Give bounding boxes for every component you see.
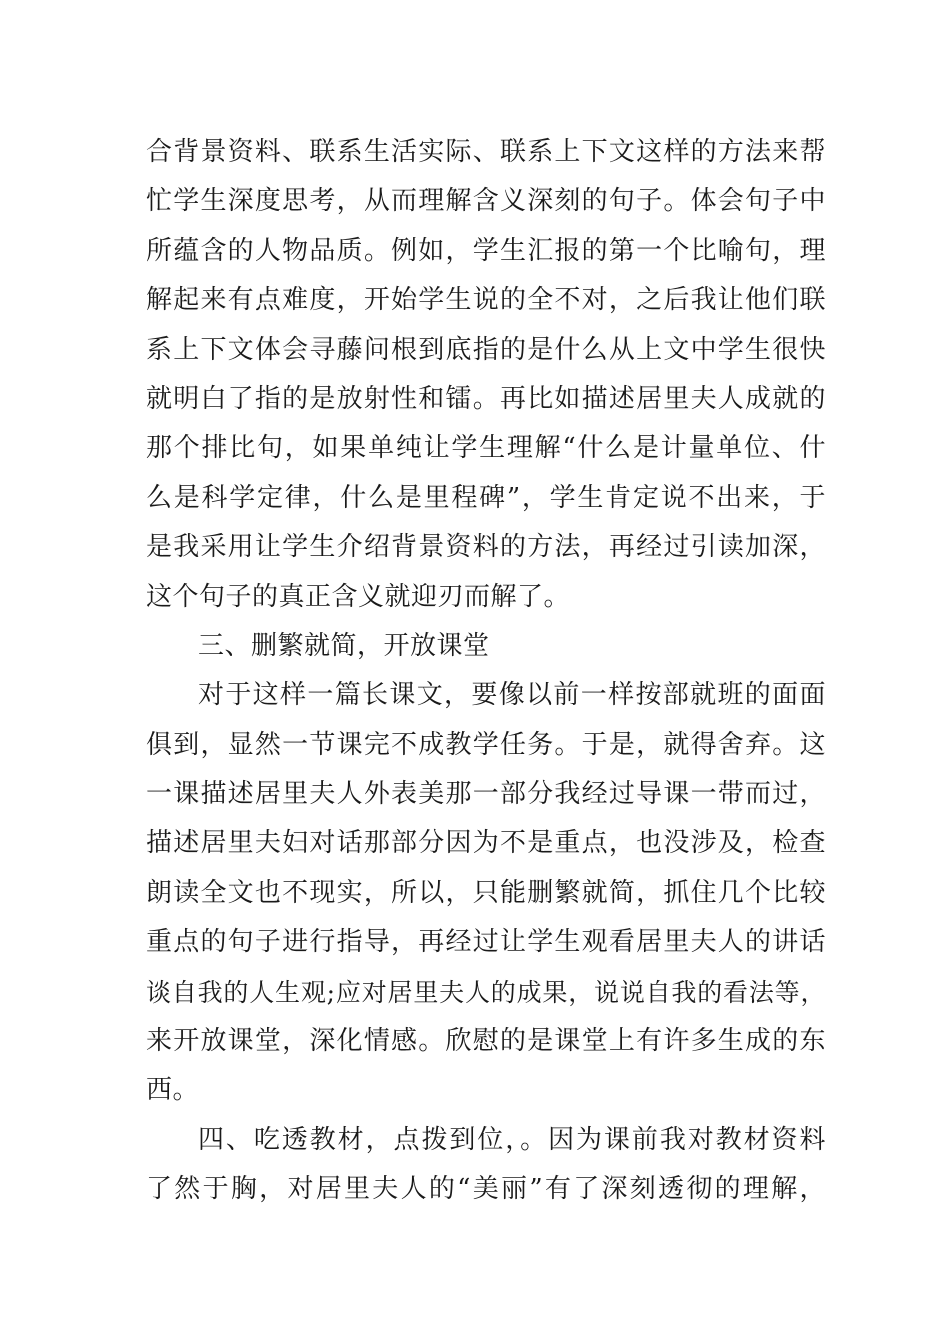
text-line: 了然于胸，对居里夫人的“美丽”有了深刻透彻的理解， xyxy=(146,1174,826,1205)
text-line: 西。 xyxy=(146,1075,200,1106)
text-line: 所蕴含的人物品质。例如，学生汇报的第一个比喻句，理 xyxy=(146,235,826,266)
section-heading: 四、吃透教材，点拨到位，。因为课前我对教材资料 xyxy=(198,1124,826,1155)
text-line: 描述居里夫妇对话那部分因为不是重点，也没涉及，检查 xyxy=(146,828,826,859)
text-line: 一课描述居里夫人外表美那一部分我经过导课一带而过， xyxy=(146,779,826,810)
text-line: 谈自我的人生观;应对居里夫人的成果，说说自我的看法等， xyxy=(146,977,826,1007)
text-line: 朗读全文也不现实，所以，只能删繁就简，抓住几个比较 xyxy=(146,877,826,908)
text-line: 合背景资料、联系生活实际、联系上下文这样的方法来帮 xyxy=(146,137,826,167)
text-line: 俱到，显然一节课完不成教学任务。于是，就得舍弃。这 xyxy=(146,729,826,760)
text-line: 么是科学定律，什么是里程碑”，学生肯定说不出来，于 xyxy=(146,482,826,513)
section-heading: 三、删繁就简，开放课堂 xyxy=(198,630,490,661)
text-line: 这个句子的真正含义就迎刃而解了。 xyxy=(146,581,571,612)
text-line: 来开放课堂，深化情感。欣慰的是课堂上有许多生成的东 xyxy=(146,1026,826,1057)
text-line: 是我采用让学生介绍背景资料的方法，再经过引读加深， xyxy=(146,532,826,563)
text-line: 对于这样一篇长课文，要像以前一样按部就班的面面 xyxy=(198,680,826,711)
text-line: 系上下文体会寻藤问根到底指的是什么从上文中学生很快 xyxy=(146,334,826,365)
text-line: 重点的句子进行指导，再经过让学生观看居里夫人的讲话 xyxy=(146,927,826,958)
text-line: 解起来有点难度，开始学生说的全不对，之后我让他们联 xyxy=(146,285,826,316)
text-line: 那个排比句，如果单纯让学生理解“什么是计量单位、什 xyxy=(146,433,826,464)
document-body xyxy=(146,128,826,1215)
text-line: 就明白了指的是放射性和镭。再比如描述居里夫人成就的 xyxy=(146,383,826,414)
text-line: 忙学生深度思考，从而理解含义深刻的句子。体会句子中 xyxy=(146,186,826,217)
